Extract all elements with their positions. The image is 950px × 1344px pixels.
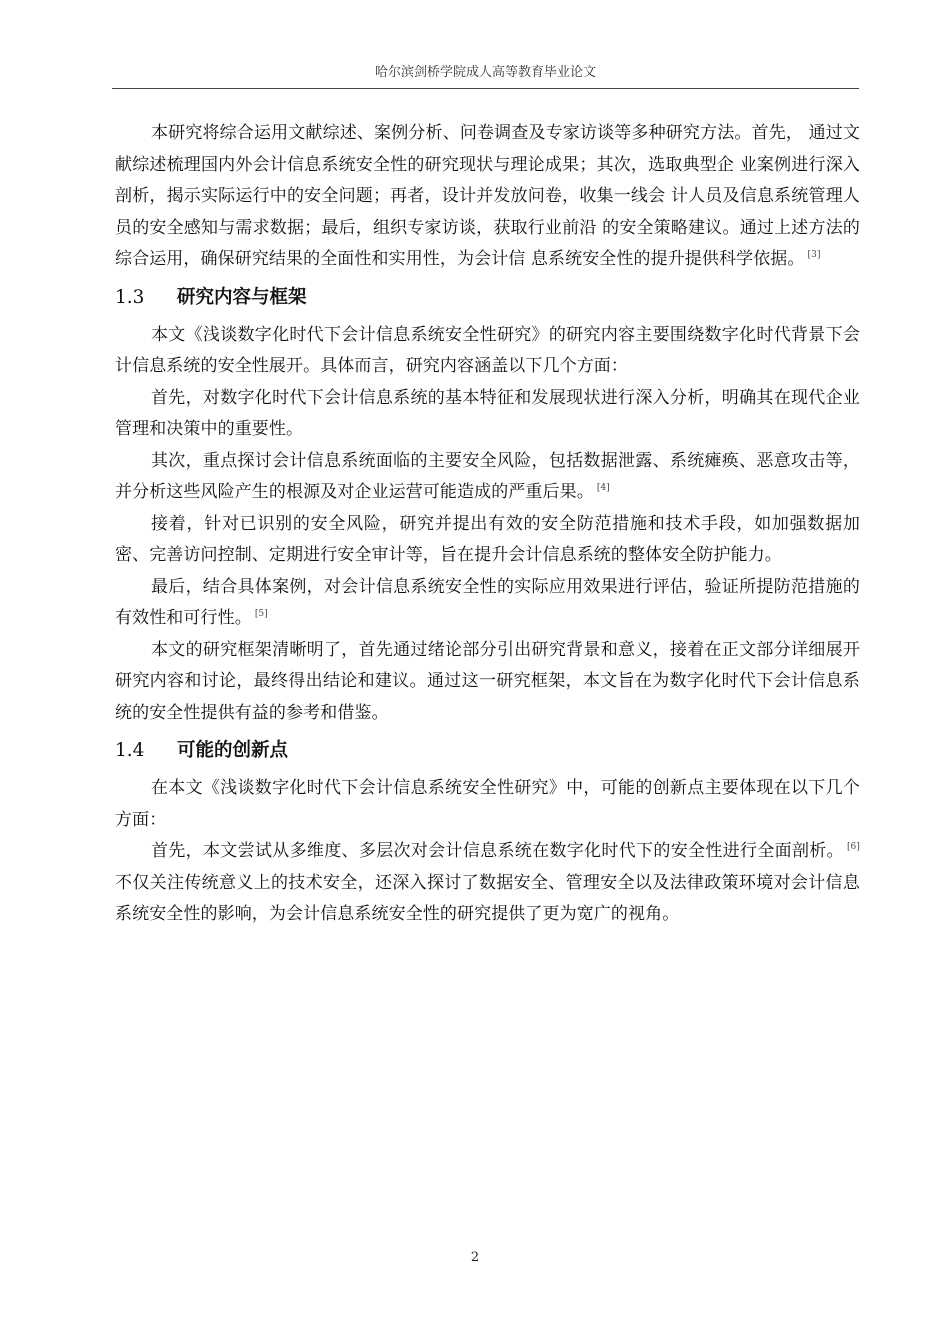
paragraph-innovation-first: [115, 836, 860, 931]
header-divider: [112, 88, 859, 89]
paragraph-second-aspect: [115, 446, 860, 509]
paragraph-first-aspect: 首先，对数字化时代下会计信息系统的基本特征和发展现状进行深入分析，明确其在现代企业管理和决策中的重要性。: [115, 387, 860, 439]
paragraph-text: 其次，重点探讨会计信息系统面临的主要安全风险，包括数据泄露、系统瘫痪、恶意攻击等，并分析这些风险产生的根源及对企业运营可能造成的严重后果。: [115, 450, 860, 502]
page-number: 2: [470, 1250, 480, 1265]
paragraph-text: 最后，结合具体案例，对会计信息系统安全性的实际应用效果进行评估，验证所提防范措施的有效性和可行性。: [115, 576, 860, 628]
citation-4[interactable]: [4]: [596, 483, 610, 494]
paragraph-framework: 本文的研究框架清晰明了，首先通过绪论部分引出研究背景和意义，接着在正文部分详细展开研究内容和讨论，最终得出结论和建议。通过这一研究框架，本文旨在为数字化时代下会计信息系统的安全性提供有益的参考和借鉴。: [115, 639, 860, 723]
citation-5[interactable]: [5]: [254, 609, 268, 620]
section-title: 可能的创新点: [177, 740, 289, 761]
paragraph-text: 本研究将综合运用文献综述、案例分析、问卷调查及专家访谈等多种研究方法。首先， 通过文献综述梳理国内外会计信息系统安全性的研究现状与理论成果；其次，选取典型企 业案例进行深入剖析，揭示实际运行中的安全问题；再者，设计并发放问卷，收集一线会 计人员及信息系统管理人员的安全感知与需求数据；最后，组织专家访谈，获取行业前沿 的安全策略建议。通过上述方法的综合运用，确保研究结果的全面性和实用性，为会计信 息系统安全性的提升提供科学依据。: [115, 123, 860, 269]
paragraph-research-methods: [115, 118, 860, 276]
running-header: 哈尔滨剑桥学院成人高等教育毕业论文: [374, 65, 596, 80]
section-number: 1.3: [115, 286, 145, 308]
page-body: [115, 118, 860, 931]
section-title: 研究内容与框架: [177, 286, 307, 308]
paragraph-content-intro: 本文《浅谈数字化时代下会计信息系统安全性研究》的研究内容主要围绕数字化时代背景下会计信息系统的安全性展开。具体而言，研究内容涵盖以下几个方面：: [115, 324, 860, 376]
citation-6[interactable]: [6]: [846, 842, 860, 853]
paragraph-text: 首先，本文尝试从多维度、多层次对会计信息系统在数字化时代下的安全性进行全面剖析。: [151, 841, 844, 861]
citation-3[interactable]: [3]: [807, 250, 821, 261]
paragraph-innovation-intro: 在本文《浅谈数字化时代下会计信息系统安全性研究》中，可能的创新点主要体现在以下几个方面：: [115, 778, 860, 830]
paragraph-third-aspect: 接着，针对已识别的安全风险，研究并提出有效的安全防范措施和技术手段，如加强数据加密、完善访问控制、定期进行安全审计等，旨在提升会计信息系统的整体安全防护能力。: [115, 513, 860, 565]
paragraph-last-aspect: [115, 572, 860, 635]
paragraph-text-continued: 不仅关注传统意义上的技术安全，还深入探讨了数据安全、管理安全以及法律政策环境对会计信息系统安全性的影响，为会计信息系统安全性的研究提供了更为宽广的视角。: [115, 872, 860, 924]
section-heading-1-4: [115, 737, 860, 765]
section-number: 1.4: [115, 740, 145, 761]
section-heading-1-3: [115, 284, 860, 312]
